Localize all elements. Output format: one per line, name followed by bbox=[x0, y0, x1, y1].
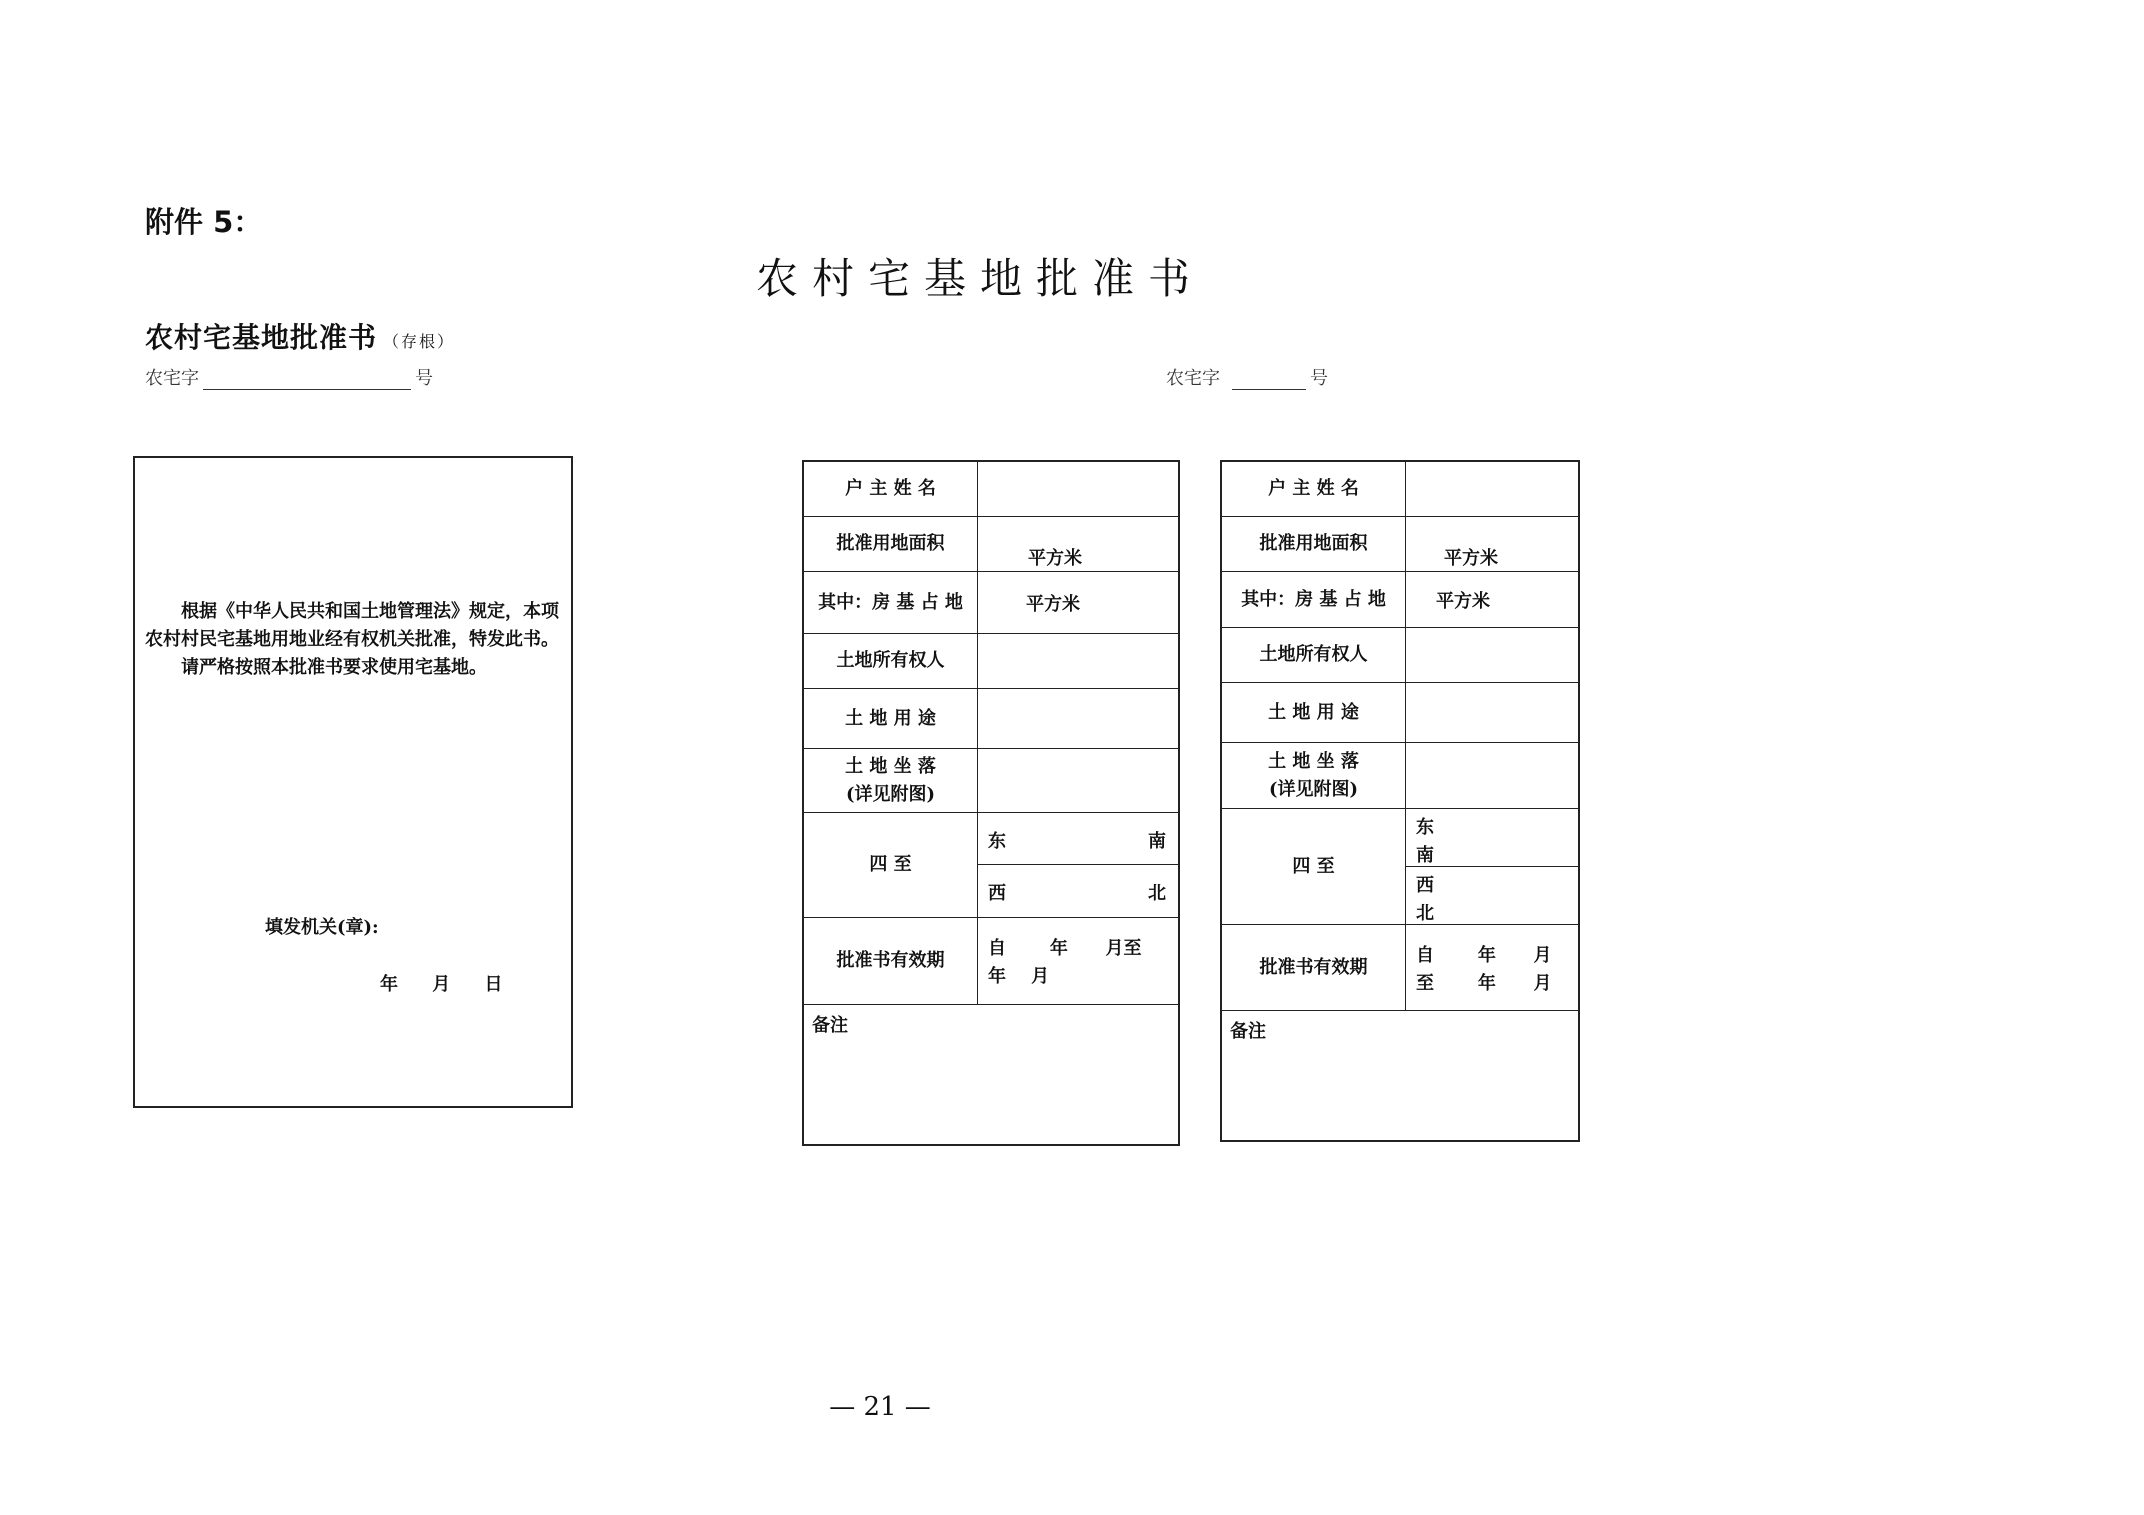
stub-serial bbox=[145, 364, 433, 390]
issuer-label: 填发机关(章): bbox=[265, 917, 379, 938]
owner-value[interactable] bbox=[1406, 462, 1578, 516]
house-label: 其中：房 基 占 地 bbox=[804, 572, 978, 633]
row-land-owner bbox=[804, 634, 1178, 689]
row-house bbox=[1222, 572, 1578, 628]
bounds-west-north[interactable] bbox=[978, 865, 1178, 917]
row-land-owner bbox=[1222, 628, 1578, 683]
row-use bbox=[1222, 683, 1578, 743]
row-validity bbox=[1222, 925, 1578, 1011]
stub-serial-prefix: 农宅字 bbox=[145, 368, 199, 389]
validity-line-1: 自 年 月至 bbox=[988, 938, 1142, 959]
page-number: — 21 — bbox=[829, 1392, 931, 1422]
row-bounds bbox=[804, 813, 1178, 918]
row-validity bbox=[804, 918, 1178, 1005]
validity-value[interactable] bbox=[978, 918, 1178, 1004]
bounds-value bbox=[1406, 809, 1578, 924]
annex-label: 附件 5： bbox=[145, 205, 263, 239]
east-label: 东 bbox=[988, 831, 1006, 852]
row-area bbox=[1222, 517, 1578, 572]
page-title: 农村宅基地批准书 bbox=[755, 254, 1204, 303]
location-value[interactable] bbox=[978, 749, 1178, 812]
use-value[interactable] bbox=[1406, 683, 1578, 742]
north-label: 北 bbox=[1148, 883, 1166, 904]
bounds-value bbox=[978, 813, 1178, 917]
area-value[interactable] bbox=[1406, 517, 1578, 571]
use-label: 土 地 用 途 bbox=[804, 689, 978, 748]
stub-paragraph-2: 请严格按照本批准书要求使用宅基地。 bbox=[181, 657, 487, 678]
bounds-east-south[interactable] bbox=[978, 813, 1178, 865]
validity-line-2: 年 月 bbox=[988, 966, 1050, 987]
area-value[interactable] bbox=[978, 517, 1178, 571]
land-owner-label: 土地所有权人 bbox=[1222, 628, 1406, 682]
certificate-serial-suffix: 号 bbox=[1310, 368, 1328, 389]
south-label: 南 bbox=[1148, 831, 1166, 852]
stub-date: 年 月 日 bbox=[380, 974, 503, 995]
bounds-east-south[interactable] bbox=[1406, 809, 1578, 867]
north-label: 北 bbox=[1416, 902, 1434, 924]
row-remark[interactable] bbox=[804, 1005, 1178, 1144]
south-label: 南 bbox=[1416, 845, 1434, 866]
west-label: 西 bbox=[1416, 874, 1434, 896]
row-location bbox=[804, 749, 1178, 813]
form-a bbox=[802, 460, 1180, 1146]
row-location bbox=[1222, 743, 1578, 809]
remark-label: 备注 bbox=[812, 1015, 848, 1036]
owner-label: 户 主 姓 名 bbox=[804, 462, 978, 516]
house-unit: 平方米 bbox=[1026, 594, 1080, 615]
validity-value[interactable] bbox=[1406, 925, 1578, 1010]
land-owner-label: 土地所有权人 bbox=[804, 634, 978, 688]
owner-value[interactable] bbox=[978, 462, 1178, 516]
stub-note: （存根） bbox=[383, 332, 456, 351]
row-bounds bbox=[1222, 809, 1578, 925]
certificate-serial-prefix: 农宅字 bbox=[1166, 368, 1220, 389]
use-value[interactable] bbox=[978, 689, 1178, 748]
owner-label: 户 主 姓 名 bbox=[1222, 462, 1406, 516]
bounds-label: 四 至 bbox=[804, 813, 978, 917]
stub-title bbox=[145, 316, 455, 356]
row-use bbox=[804, 689, 1178, 749]
stub-paragraph-1: 根据《中华人民共和国土地管理法》规定，本项农村村民宅基地用地业经有权机关批准，特发此书。 bbox=[145, 601, 559, 650]
validity-label: 批准书有效期 bbox=[804, 918, 978, 1004]
house-unit: 平方米 bbox=[1436, 591, 1490, 612]
row-house bbox=[804, 572, 1178, 634]
stub-serial-line bbox=[203, 371, 411, 390]
use-label: 土 地 用 途 bbox=[1222, 683, 1406, 742]
location-label: 土 地 坐 落 (详见附图) bbox=[1222, 743, 1406, 808]
stub-text bbox=[145, 598, 565, 682]
stub-serial-suffix: 号 bbox=[415, 368, 433, 389]
row-owner bbox=[1222, 462, 1578, 517]
certificate-serial bbox=[1166, 364, 1328, 390]
validity-label: 批准书有效期 bbox=[1222, 925, 1406, 1010]
bounds-label: 四 至 bbox=[1222, 809, 1406, 924]
location-label: 土 地 坐 落 (详见附图) bbox=[804, 749, 978, 812]
row-area bbox=[804, 517, 1178, 572]
west-label: 西 bbox=[988, 883, 1006, 904]
stub-box bbox=[133, 456, 573, 1108]
row-owner bbox=[804, 462, 1178, 517]
house-value[interactable] bbox=[1406, 572, 1578, 627]
land-owner-value[interactable] bbox=[978, 634, 1178, 688]
row-remark[interactable] bbox=[1222, 1011, 1578, 1140]
east-label: 东 bbox=[1416, 817, 1434, 838]
form-b bbox=[1220, 460, 1580, 1142]
validity-line-1: 自 年 月 bbox=[1416, 945, 1552, 966]
land-owner-value[interactable] bbox=[1406, 628, 1578, 682]
area-unit: 平方米 bbox=[1444, 548, 1498, 569]
stub-title-text: 农村宅基地批准书 bbox=[145, 321, 378, 354]
location-value[interactable] bbox=[1406, 743, 1578, 808]
bounds-west-north[interactable] bbox=[1406, 867, 1578, 925]
house-value[interactable] bbox=[978, 572, 1178, 633]
validity-line-2: 至 年 月 bbox=[1416, 973, 1552, 994]
certificate-serial-line bbox=[1232, 371, 1306, 390]
remark-label: 备注 bbox=[1230, 1021, 1266, 1042]
area-unit: 平方米 bbox=[1028, 548, 1082, 569]
area-label: 批准用地面积 bbox=[804, 517, 978, 571]
area-label: 批准用地面积 bbox=[1222, 517, 1406, 571]
house-label: 其中：房 基 占 地 bbox=[1222, 572, 1406, 627]
